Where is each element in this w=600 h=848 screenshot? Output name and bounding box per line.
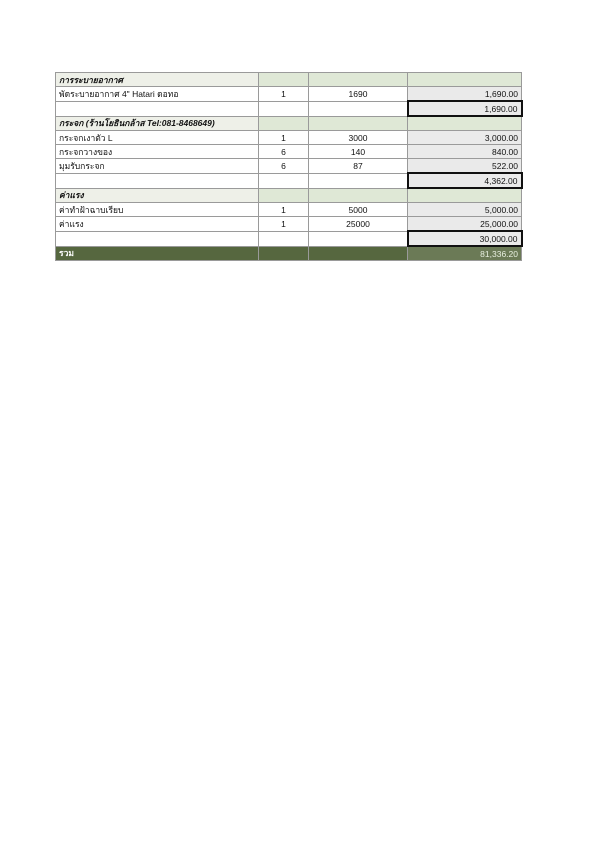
grand-total-label: รวม: [56, 246, 259, 261]
item-qty[interactable]: 1: [259, 217, 309, 232]
total-cell: [309, 246, 408, 261]
subtotal-amount[interactable]: 30,000.00: [408, 231, 522, 246]
table-row: [56, 159, 522, 174]
table-row: [56, 203, 522, 217]
grand-total-amount: 81,336.20: [408, 246, 522, 261]
cost-table: [55, 72, 523, 261]
table-row: [56, 87, 522, 102]
empty-cell[interactable]: [309, 173, 408, 188]
section-cell: [259, 188, 309, 203]
section-header-ventilation: [56, 73, 522, 87]
subtotal-row: [56, 231, 522, 246]
item-qty[interactable]: 1: [259, 87, 309, 102]
empty-cell[interactable]: [56, 231, 259, 246]
item-price[interactable]: 140: [309, 145, 408, 159]
item-amount[interactable]: 5,000.00: [408, 203, 522, 217]
item-amount[interactable]: 3,000.00: [408, 131, 522, 145]
section-title: กระจก (ร้านโยธินกล้าส Tel:081-8468649): [56, 116, 259, 131]
cost-table-body: [56, 73, 522, 261]
empty-cell[interactable]: [56, 101, 259, 116]
subtotal-row: [56, 173, 522, 188]
item-amount[interactable]: 25,000.00: [408, 217, 522, 232]
item-name[interactable]: ค่าทำฝ้าฉาบเรียบ: [56, 203, 259, 217]
section-cell: [259, 116, 309, 131]
subtotal-row: [56, 101, 522, 116]
item-price[interactable]: 3000: [309, 131, 408, 145]
item-qty[interactable]: 1: [259, 131, 309, 145]
section-title: การระบายอากาศ: [56, 73, 259, 87]
table-row: [56, 217, 522, 232]
section-cell: [408, 116, 522, 131]
section-cell: [408, 73, 522, 87]
empty-cell[interactable]: [259, 231, 309, 246]
item-name[interactable]: กระจกเงาตัว L: [56, 131, 259, 145]
section-title: ค่าแรง: [56, 188, 259, 203]
subtotal-amount[interactable]: 1,690.00: [408, 101, 522, 116]
section-cell: [309, 188, 408, 203]
item-amount[interactable]: 522.00: [408, 159, 522, 174]
grand-total-row: [56, 246, 522, 261]
table-row: [56, 131, 522, 145]
item-name[interactable]: มุมรับกระจก: [56, 159, 259, 174]
item-name[interactable]: พัดระบายอากาศ 4" Hatari ดอทอ: [56, 87, 259, 102]
empty-cell[interactable]: [259, 173, 309, 188]
section-header-glass: [56, 116, 522, 131]
item-price[interactable]: 1690: [309, 87, 408, 102]
section-cell: [408, 188, 522, 203]
section-cell: [309, 73, 408, 87]
item-amount[interactable]: 840.00: [408, 145, 522, 159]
item-price[interactable]: 5000: [309, 203, 408, 217]
item-price[interactable]: 87: [309, 159, 408, 174]
empty-cell[interactable]: [309, 101, 408, 116]
total-cell: [259, 246, 309, 261]
section-cell: [309, 116, 408, 131]
item-amount[interactable]: 1,690.00: [408, 87, 522, 102]
item-name[interactable]: กระจกวางของ: [56, 145, 259, 159]
section-header-labor: [56, 188, 522, 203]
table-row: [56, 145, 522, 159]
section-cell: [259, 73, 309, 87]
item-qty[interactable]: 6: [259, 159, 309, 174]
item-qty[interactable]: 1: [259, 203, 309, 217]
subtotal-amount[interactable]: 4,362.00: [408, 173, 522, 188]
empty-cell[interactable]: [259, 101, 309, 116]
empty-cell[interactable]: [56, 173, 259, 188]
empty-cell[interactable]: [309, 231, 408, 246]
item-qty[interactable]: 6: [259, 145, 309, 159]
item-price[interactable]: 25000: [309, 217, 408, 232]
item-name[interactable]: ค่าแรง: [56, 217, 259, 232]
